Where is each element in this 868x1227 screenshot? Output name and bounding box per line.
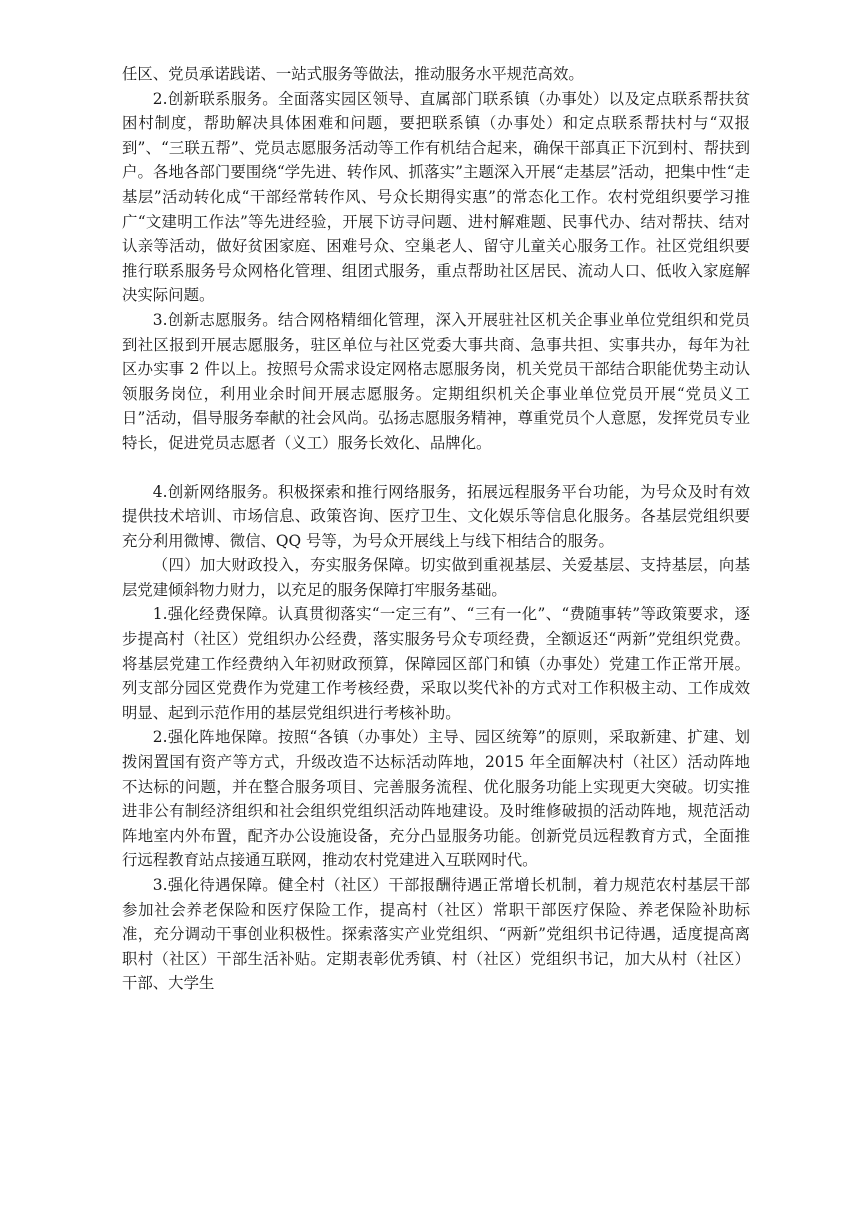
section-heading-finance: （四）加大财政投入，夯实服务保障。切实做到重视基层、关爱基层、支持基层，向基层党建倾斜物力财力，以充足的服务保障打牢服务基础。 bbox=[122, 556, 750, 599]
paragraph-contact-service: 2.创新联系服务。全面落实园区领导、直属部门联系镇（办事处）以及定点联系帮扶贫困村制度，帮助解决具体困难和问题，要把联系镇（办事处）和定点联系帮扶村与“双报到”、“三联五帮”、党员志愿服务活动等工作有机结合起来，确保干部真正下沉到村、帮扶到户。各地各部门要围绕“学先进、转作风、抓落实”主题深入开展“走基层”活动，把集中性“走基层”活动转化成“干部经常转作风、号众长期得实惠”的常态化工作。农村党组织要学习推广“文建明工作法”等先进经验，开展下访寻问题、进村解难题、民事代办、结对帮扶、结对认亲等活动，做好贫困家庭、困难号众、空巢老人、留守儿童关心服务工作。社区党组织要推行联系服务号众网格化管理、组团式服务，重点帮助社区居民、流动人口、低收入家庭解决实际问题。 bbox=[122, 89, 750, 305]
paragraph-funding-guarantee: 1.强化经费保障。认真贯彻落实“一定三有”、“三有一化”、“费随事转”等政策要求，逐步提高村（社区）党组织办公经费，落实服务号众专项经费，全额返还“两新”党组织党费。将基层党建工作经费纳入年初财政预算，保障园区部门和镇（办事处）党建工作正常开展。列支部分园区党费作为党建工作考核经费，采取以奖代补的方式对工作积极主动、工作成效明显、起到示范作用的基层党组织进行考核补助。 bbox=[122, 605, 750, 722]
paragraph-volunteer-service: 3.创新志愿服务。结合网格精细化管理，深入开展驻社区机关企事业单位党组织和党员到社区报到开展志愿服务，驻区单位与社区党委大事共商、急事共担、实事共办，每年为社区办实事 2 件以上。按照号众需求设定网格志愿服务岗，机关党员干部结合职能优势主动认领服务岗位，利用业余时间开展志愿服务。定期组织机关企事业单位党员开展“党员义工日”活动，倡导服务奉献的社会风尚。弘扬志愿服务精神，尊重党员个人意愿，发挥党员专业特长，促进党员志愿者（义工）服务长效化、品牌化。 bbox=[122, 310, 750, 452]
paragraph-network-service: 4.创新网络服务。积极探索和推行网络服务，拓展远程服务平台功能，为号众及时有效提供技术培训、市场信息、政策咨询、医疗卫生、文化娱乐等信息化服务。各基层党组织要充分利用微博、微信、QQ 号等，为号众开展线上与线下相结合的服务。 bbox=[122, 482, 750, 550]
paragraph-treatment-guarantee: 3.强化待遇保障。健全村（社区）干部报酬待遇正常增长机制，着力规范农村基层干部参加社会养老保险和医疗保险工作，提高村（社区）常职干部医疗保险、养老保险补助标准，充分调动干事创业积极性。探索落实产业党组织、“两新”党组织书记待遇，适度提高离职村（社区）干部生活补贴。定期表彰优秀镇、村（社区）党组织书记，加大从村（社区）干部、大学生 bbox=[122, 876, 750, 993]
paragraph-venue-guarantee: 2.强化阵地保障。按照“各镇（办事处）主导、园区统筹”的原则，采取新建、扩建、划拨闲置国有资产等方式，升级改造不达标活动阵地，2015 年全面解决村（社区）活动阵地不达标的问题，并在整合服务项目、完善服务流程、优化服务功能上实现更大突破。切实推进非公有制经济组织和社会组织党组织活动阵地建设。及时维修破损的活动阵地，规范活动阵地室内外布置，配齐办公设施设备，充分凸显服务功能。创新党员远程教育方式，全面推行远程教育站点接通互联网，推动农村党建进入互联网时代。 bbox=[122, 728, 750, 870]
document-body bbox=[122, 62, 750, 996]
paragraph-continuation: 任区、党员承诺践诺、一站式服务等做法，推动服务水平规范高效。 bbox=[122, 65, 584, 83]
